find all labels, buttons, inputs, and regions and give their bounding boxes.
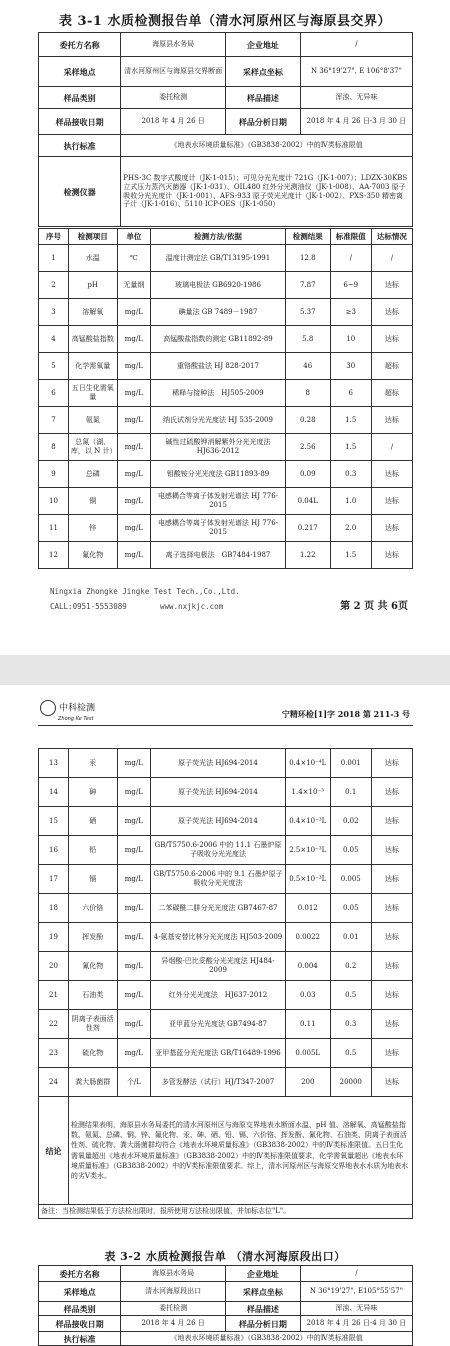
analysis-label: 样品分析日期 bbox=[225, 1316, 300, 1332]
table-cell: 硒 bbox=[68, 807, 117, 836]
table-cell: 多管发酵法（试行）HJ/T347-2007 bbox=[151, 1068, 286, 1097]
address-label: 企业地址 bbox=[225, 1266, 300, 1282]
recv-value: 2018 年 4 月 26 日 bbox=[121, 1316, 226, 1332]
table-cell: 0.3 bbox=[330, 1010, 371, 1039]
table-cell: 0.5 bbox=[330, 981, 371, 1010]
table-cell: 碘量法 GB 7489－1987 bbox=[151, 299, 286, 326]
table-cell: 达标 bbox=[371, 894, 412, 923]
coord-label: 采样点坐标 bbox=[225, 57, 300, 87]
std-value: 《地表水环境质量标准》（GB3838-2002）中的Ⅳ类标准限值 bbox=[121, 135, 413, 157]
table-cell: 20 bbox=[39, 952, 69, 981]
table-row bbox=[39, 299, 413, 326]
table-cell: 水温 bbox=[68, 245, 117, 272]
table-cell: 溶解氧 bbox=[68, 299, 117, 326]
table-cell: mg/L bbox=[117, 865, 151, 894]
column-header: 序号 bbox=[39, 229, 69, 245]
table-cell: 10 bbox=[39, 488, 69, 515]
table-cell: 7.87 bbox=[285, 272, 330, 299]
table-cell: 18 bbox=[39, 894, 69, 923]
std-value: 《地表水环境质量标准》（GB3838-2002）中的Ⅳ类标准限值 bbox=[121, 1332, 413, 1346]
table-cell: 达标 bbox=[371, 515, 412, 542]
table-cell: mg/L bbox=[117, 515, 151, 542]
instrument-label: 检测仪器 bbox=[39, 157, 121, 227]
results-table-2 bbox=[38, 748, 413, 1219]
logo-subtext: Zhong Ke Test bbox=[58, 716, 94, 722]
header-divider bbox=[38, 725, 413, 726]
table-row bbox=[39, 923, 413, 952]
category-value: 委托检测 bbox=[121, 87, 226, 109]
table-cell: 0.3 bbox=[330, 461, 371, 488]
table-cell: 亚甲蓝分光光度法 GB7494-87 bbox=[151, 1010, 286, 1039]
table-row bbox=[39, 865, 413, 894]
table-row bbox=[39, 434, 413, 461]
category-value: 委托检测 bbox=[121, 1302, 226, 1316]
table-cell: 0.4×10⁻³L bbox=[285, 807, 330, 836]
table-cell: 五日生化需氧量 bbox=[68, 380, 117, 407]
table-cell: 0.11 bbox=[285, 1010, 330, 1039]
table-cell: 0.5×10⁻³L bbox=[285, 865, 330, 894]
site-value: 清水河海原段出口 bbox=[121, 1282, 226, 1302]
table-cell: 超标 bbox=[371, 353, 412, 380]
table-cell: 汞 bbox=[68, 749, 117, 778]
table-cell: 达标 bbox=[371, 299, 412, 326]
table-cell: / bbox=[330, 245, 371, 272]
table-cell: mg/L bbox=[117, 407, 151, 434]
table-cell: 个/L bbox=[117, 1068, 151, 1097]
table-cell: 碱性过硫酸钾消解紫外分光光度法 HJ636-2012 bbox=[151, 434, 286, 461]
logo-text: 中科检测 bbox=[59, 703, 96, 714]
analysis-value: 2018 年 4 月 26 日-4 月 30 日 bbox=[300, 1316, 412, 1332]
address-label: 企业地址 bbox=[225, 33, 300, 57]
table-cell: 砷 bbox=[68, 778, 117, 807]
table-cell: 达标 bbox=[371, 952, 412, 981]
table-cell: GB/T5750.6-2006 中的 9.1 石墨炉原子吸收分光光度法 bbox=[151, 865, 286, 894]
table-row bbox=[39, 1068, 413, 1097]
table-cell: / bbox=[371, 245, 412, 272]
analysis-label: 样品分析日期 bbox=[225, 109, 300, 135]
conclusion-label: 结论 bbox=[39, 1097, 69, 1205]
company-phone: CALL:0951-5553089 bbox=[50, 602, 127, 611]
instrument-value: PHS-3C 数字式酸度计（JK-1-015）；可见分光光度计 721G（JK-1-007）；LDZX-30KBS 立式压力蒸汽灭菌器（JK-1-031）、OIL480 红外分光测油仪（JK-1-008）、AA-7003 原子吸收分光光度计（JK-1-001）、AFS-933 原子荧光光度计（JK-1-002）、PXS-350 精密离子计（JK-1-016）、5110 ICP-OES（JK-1-050） bbox=[121, 157, 413, 227]
table-cell: 红外分光光度法 HJ637-2012 bbox=[151, 981, 286, 1010]
report-page-2 bbox=[0, 685, 450, 1345]
desc-label: 样品描述 bbox=[225, 1302, 300, 1316]
table-cell: mg/L bbox=[117, 894, 151, 923]
table-cell: mg/L bbox=[117, 542, 151, 569]
coord-value: N 36°19'27", E105°55'57" bbox=[300, 1282, 412, 1302]
table-cell: 1.5 bbox=[330, 434, 371, 461]
table-cell: 2.56 bbox=[285, 434, 330, 461]
table-cell: 0.4×10⁻⁴L bbox=[285, 749, 330, 778]
table-cell: 达标 bbox=[371, 542, 412, 569]
table-cell: 电感耦合等离子体发射光谱法 HJ 776-2015 bbox=[151, 515, 286, 542]
table-row bbox=[39, 749, 413, 778]
table-cell: mg/L bbox=[117, 299, 151, 326]
table-cell: 温度计测定法 GB/T13195-1991 bbox=[151, 245, 286, 272]
table-cell: 17 bbox=[39, 865, 69, 894]
table-row bbox=[39, 981, 413, 1010]
table-cell: 1.4×10⁻³ bbox=[285, 778, 330, 807]
table-row bbox=[39, 380, 413, 407]
table-cell: 石油类 bbox=[68, 981, 117, 1010]
table-cell: 0.09 bbox=[285, 461, 330, 488]
table-cell: mg/L bbox=[117, 326, 151, 353]
table-cell: 达标 bbox=[371, 461, 412, 488]
table-cell: 达标 bbox=[371, 272, 412, 299]
company-logo bbox=[40, 700, 95, 722]
std-label: 执行标准 bbox=[39, 135, 121, 157]
table-cell: 亚甲基蓝分光光度法 GB/T16489-1996 bbox=[151, 1039, 286, 1068]
table-cell: 30 bbox=[330, 353, 371, 380]
table-cell: 9 bbox=[39, 461, 69, 488]
table-cell: 锌 bbox=[68, 515, 117, 542]
table-cell: 0.04L bbox=[285, 488, 330, 515]
table-cell: 达标 bbox=[371, 836, 412, 865]
table-cell: mg/L bbox=[117, 778, 151, 807]
table-row bbox=[39, 272, 413, 299]
table-cell: 达标 bbox=[371, 407, 412, 434]
table-cell: 6 bbox=[39, 380, 69, 407]
table-cell: 氟化物 bbox=[68, 542, 117, 569]
table-cell: 达标 bbox=[371, 1068, 412, 1097]
table-cell: mg/L bbox=[117, 461, 151, 488]
table-cell: 高锰酸盐指数 bbox=[68, 326, 117, 353]
table-cell: mg/L bbox=[117, 749, 151, 778]
table-cell: 5 bbox=[39, 353, 69, 380]
table-cell: 氨氮 bbox=[68, 407, 117, 434]
recv-label: 样品接收日期 bbox=[39, 1316, 121, 1332]
table-cell: mg/L bbox=[117, 434, 151, 461]
column-header: 达标情况 bbox=[371, 229, 412, 245]
table-cell: 23 bbox=[39, 1039, 69, 1068]
table-cell: 六价铬 bbox=[68, 894, 117, 923]
table-cell: 0.2 bbox=[330, 952, 371, 981]
table-cell: 氰化物 bbox=[68, 952, 117, 981]
client-value: 海原县水务局 bbox=[121, 33, 226, 57]
table-cell: mg/L bbox=[117, 488, 151, 515]
table-row bbox=[39, 807, 413, 836]
table-row bbox=[39, 952, 413, 981]
results-table-1 bbox=[38, 228, 413, 569]
remark-note: 备注：当检测结果低于方法检出限时，报所使用方法检出限值，并加标志位"L"。 bbox=[39, 1205, 413, 1219]
table-cell: 0.05 bbox=[330, 836, 371, 865]
table-cell: mg/L bbox=[117, 923, 151, 952]
table-cell: 稀释与接种法 HJ505-2009 bbox=[151, 380, 286, 407]
table-row bbox=[39, 326, 413, 353]
report-page-1 bbox=[0, 0, 450, 655]
table-cell: 0.01 bbox=[330, 923, 371, 952]
client-label: 委托方名称 bbox=[39, 33, 121, 57]
table-cell: 达标 bbox=[371, 326, 412, 353]
address-value: / bbox=[300, 33, 412, 57]
sample-info-table bbox=[38, 32, 413, 227]
table-cell: 12 bbox=[39, 542, 69, 569]
site-label: 采样地点 bbox=[39, 57, 121, 87]
table-cell: 0.217 bbox=[285, 515, 330, 542]
table-cell: mg/L bbox=[117, 380, 151, 407]
table-cell: 0.28 bbox=[285, 407, 330, 434]
table-cell: 超标 bbox=[371, 380, 412, 407]
table-cell: 镉 bbox=[68, 865, 117, 894]
category-label: 样品类别 bbox=[39, 1302, 121, 1316]
page-number: 第 2 页 共 6页 bbox=[340, 601, 408, 612]
table-cell: 达标 bbox=[371, 923, 412, 952]
table-cell: 16 bbox=[39, 836, 69, 865]
address-value: / bbox=[300, 1266, 412, 1282]
company-name-en: Ningxia Zhongke Jingke Test Tech.,Co.,Ltd. bbox=[50, 587, 240, 596]
table-cell: 1.22 bbox=[285, 542, 330, 569]
table-cell: 15 bbox=[39, 807, 69, 836]
coord-label: 采样点坐标 bbox=[225, 1282, 300, 1302]
desc-label: 样品描述 bbox=[225, 87, 300, 109]
table-row bbox=[39, 1010, 413, 1039]
table-title-2: 表 3-2 水质检测报告单 （清水河海原段出口） bbox=[104, 1250, 346, 1263]
table-cell: 5.37 bbox=[285, 299, 330, 326]
table-row bbox=[39, 836, 413, 865]
table-cell: 重铬酸盐法 HJ 828-2017 bbox=[151, 353, 286, 380]
table-cell: 钼酸铵分光光度法 GB11893-89 bbox=[151, 461, 286, 488]
table-cell: 6 bbox=[330, 380, 371, 407]
table-cell: mg/L bbox=[117, 353, 151, 380]
table-cell: 达标 bbox=[371, 865, 412, 894]
report-code: 宁精环检[1]字 2018 第 211-3 号 bbox=[281, 709, 410, 719]
table-row bbox=[39, 515, 413, 542]
column-header: 检测结果 bbox=[285, 229, 330, 245]
table-cell: mg/L bbox=[117, 981, 151, 1010]
table-cell: 粪大肠菌群 bbox=[68, 1068, 117, 1097]
table-cell: 13 bbox=[39, 749, 69, 778]
table-cell: 20000 bbox=[330, 1068, 371, 1097]
table-row bbox=[39, 461, 413, 488]
table-row bbox=[39, 542, 413, 569]
company-website: www.nxjkjc.com bbox=[160, 602, 224, 611]
table-cell: 2.0 bbox=[330, 515, 371, 542]
logo-mark-icon bbox=[40, 700, 56, 716]
table-cell: 24 bbox=[39, 1068, 69, 1097]
table-cell: 0.004 bbox=[285, 952, 330, 981]
table-cell: 挥发酚 bbox=[68, 923, 117, 952]
site-value: 清水河原州区与海原县交界断面 bbox=[121, 57, 226, 87]
table-cell: ≥3 bbox=[330, 299, 371, 326]
category-label: 样品类别 bbox=[39, 87, 121, 109]
table-cell: 7 bbox=[39, 407, 69, 434]
table-cell: 总磷 bbox=[68, 461, 117, 488]
recv-value: 2018 年 4 月 26 日 bbox=[121, 109, 226, 135]
table-cell: mg/L bbox=[117, 807, 151, 836]
table-cell: 达标 bbox=[371, 749, 412, 778]
table-cell: 达标 bbox=[371, 981, 412, 1010]
table-cell: 21 bbox=[39, 981, 69, 1010]
table-cell: mg/L bbox=[117, 836, 151, 865]
table-cell: 0.005L bbox=[285, 1039, 330, 1068]
table-row bbox=[39, 488, 413, 515]
table-cell: 10 bbox=[330, 326, 371, 353]
table-cell: 1 bbox=[39, 245, 69, 272]
table-cell: pH bbox=[68, 272, 117, 299]
table-cell: 2 bbox=[39, 272, 69, 299]
table-cell: mg/L bbox=[117, 1039, 151, 1068]
table-cell: 达标 bbox=[371, 488, 412, 515]
table-cell: ℃ bbox=[117, 245, 151, 272]
table-row bbox=[39, 778, 413, 807]
desc-value: 浑浊、无异味 bbox=[300, 87, 412, 109]
table-cell: mg/L bbox=[117, 1010, 151, 1039]
column-header: 检测方法/依据 bbox=[151, 229, 286, 245]
table-cell: 4 bbox=[39, 326, 69, 353]
table-cell: 8 bbox=[39, 434, 69, 461]
table-cell: 4-氨基安替比林分光光度法 HJ503-2009 bbox=[151, 923, 286, 952]
table-cell: 二苯碳酰二肼分光光度法 GB7467-87 bbox=[151, 894, 286, 923]
desc-value: 浑浊、无异味 bbox=[300, 1302, 412, 1316]
table-cell: 14 bbox=[39, 778, 69, 807]
table-cell: 46 bbox=[285, 353, 330, 380]
table-cell: 3 bbox=[39, 299, 69, 326]
table-cell: 化学需氧量 bbox=[68, 353, 117, 380]
table-cell: 高锰酸盐指数的测定 GB11892-89 bbox=[151, 326, 286, 353]
table-cell: 达标 bbox=[371, 1010, 412, 1039]
table-cell: 铜 bbox=[68, 488, 117, 515]
analysis-value: 2018 年 4 月 26 日-3 月 30 日 bbox=[300, 109, 412, 135]
sample-info-table-2 bbox=[38, 1265, 413, 1346]
table-cell: 5.8 bbox=[285, 326, 330, 353]
table-cell: 0.001 bbox=[330, 749, 371, 778]
table-row bbox=[39, 353, 413, 380]
table-row bbox=[39, 894, 413, 923]
table-cell: 原子荧光法 HJ694-2014 bbox=[151, 807, 286, 836]
table-row bbox=[39, 245, 413, 272]
table-cell: mg/L bbox=[117, 952, 151, 981]
table-cell: 22 bbox=[39, 1010, 69, 1039]
table-cell: 总氮（湖、库，以 N 计） bbox=[68, 434, 117, 461]
table-cell: 0.005 bbox=[330, 865, 371, 894]
table-title: 表 3-1 水质检测报告单（清水河原州区与海原县交界） bbox=[58, 14, 392, 29]
recv-label: 样品接收日期 bbox=[39, 109, 121, 135]
table-cell: 6~9 bbox=[330, 272, 371, 299]
table-cell: 0.1 bbox=[330, 778, 371, 807]
column-header: 单位 bbox=[117, 229, 151, 245]
table-cell: 离子选择电极法 GB7484-1987 bbox=[151, 542, 286, 569]
std-label: 执行标准 bbox=[39, 1332, 121, 1346]
table-row bbox=[39, 1039, 413, 1068]
table-cell: 8 bbox=[285, 380, 330, 407]
table-cell: 1.0 bbox=[330, 488, 371, 515]
site-label: 采样地点 bbox=[39, 1282, 121, 1302]
table-cell: 纳氏试剂分光光度法 HJ 535-2009 bbox=[151, 407, 286, 434]
client-value: 海原县水务局 bbox=[121, 1266, 226, 1282]
table-cell: 200 bbox=[285, 1068, 330, 1097]
page-separator bbox=[0, 655, 450, 685]
conclusion-text: 检测结果表明，海原县水务局委托的清水河原州区与海原交界地表水断面水温、pH 值、溶解氧、高锰酸盐指数、氨氮、总磷、铜、锌、氟化物、汞、砷、硒、铅、镉、六价铬、挥发酚、氰化物、石油类、阴离子表面活性剂、硫化物、粪大肠菌群均符合《地表水环境质量标准》（GB3838-2002）中的Ⅳ类标准限值。五日生化需氧量超出《地表水环境质量标准》（GB3838-2002）中的Ⅳ类标准限值要求，化学需氧量超出《地表水环境质量标准》（GB3838-2002）中的Ⅴ类标准限值要求。综上，清水河原州区与海原交界地表水水质为地表水的劣Ⅴ类水。 bbox=[68, 1097, 412, 1205]
table-cell: 12.8 bbox=[285, 245, 330, 272]
table-cell: 0.03 bbox=[285, 981, 330, 1010]
table-cell: 2.5×10⁻³L bbox=[285, 836, 330, 865]
table-cell: 1.5 bbox=[330, 542, 371, 569]
table-cell: 11 bbox=[39, 515, 69, 542]
table-cell: 玻璃电极法 GB6920-1986 bbox=[151, 272, 286, 299]
coord-value: N 36°19'27", E 106°8'37" bbox=[300, 57, 412, 87]
table-cell: 1.5 bbox=[330, 407, 371, 434]
table-cell: 达标 bbox=[371, 807, 412, 836]
table-cell: 硫化物 bbox=[68, 1039, 117, 1068]
table-cell: 铅 bbox=[68, 836, 117, 865]
table-cell: 0.5 bbox=[330, 1039, 371, 1068]
table-cell: 电感耦合等离子体发射光谱法 HJ 776-2015 bbox=[151, 488, 286, 515]
table-cell: 阴离子表面活性剂 bbox=[68, 1010, 117, 1039]
table-cell: 达标 bbox=[371, 778, 412, 807]
column-header: 检测项目 bbox=[68, 229, 117, 245]
column-header: 标准限值 bbox=[330, 229, 371, 245]
table-cell: 0.012 bbox=[285, 894, 330, 923]
table-row bbox=[39, 407, 413, 434]
table-cell: 异烟酸-巴比妥酸分光光度法 HJ484-2009 bbox=[151, 952, 286, 981]
table-cell: 0.05 bbox=[330, 894, 371, 923]
table-cell: 达标 bbox=[371, 1039, 412, 1068]
table-cell: 0.0022 bbox=[285, 923, 330, 952]
table-cell: GB/T5750.6-2006 中的 11.1 石墨炉原子吸收分光光度法 bbox=[151, 836, 286, 865]
table-cell: / bbox=[371, 434, 412, 461]
table-cell: 19 bbox=[39, 923, 69, 952]
client-label: 委托方名称 bbox=[39, 1266, 121, 1282]
table-cell: 无量纲 bbox=[117, 272, 151, 299]
table-cell: 原子荧光法 HJ694-2014 bbox=[151, 749, 286, 778]
table-cell: 0.02 bbox=[330, 807, 371, 836]
table-cell: 原子荧光法 HJ694-2014 bbox=[151, 778, 286, 807]
